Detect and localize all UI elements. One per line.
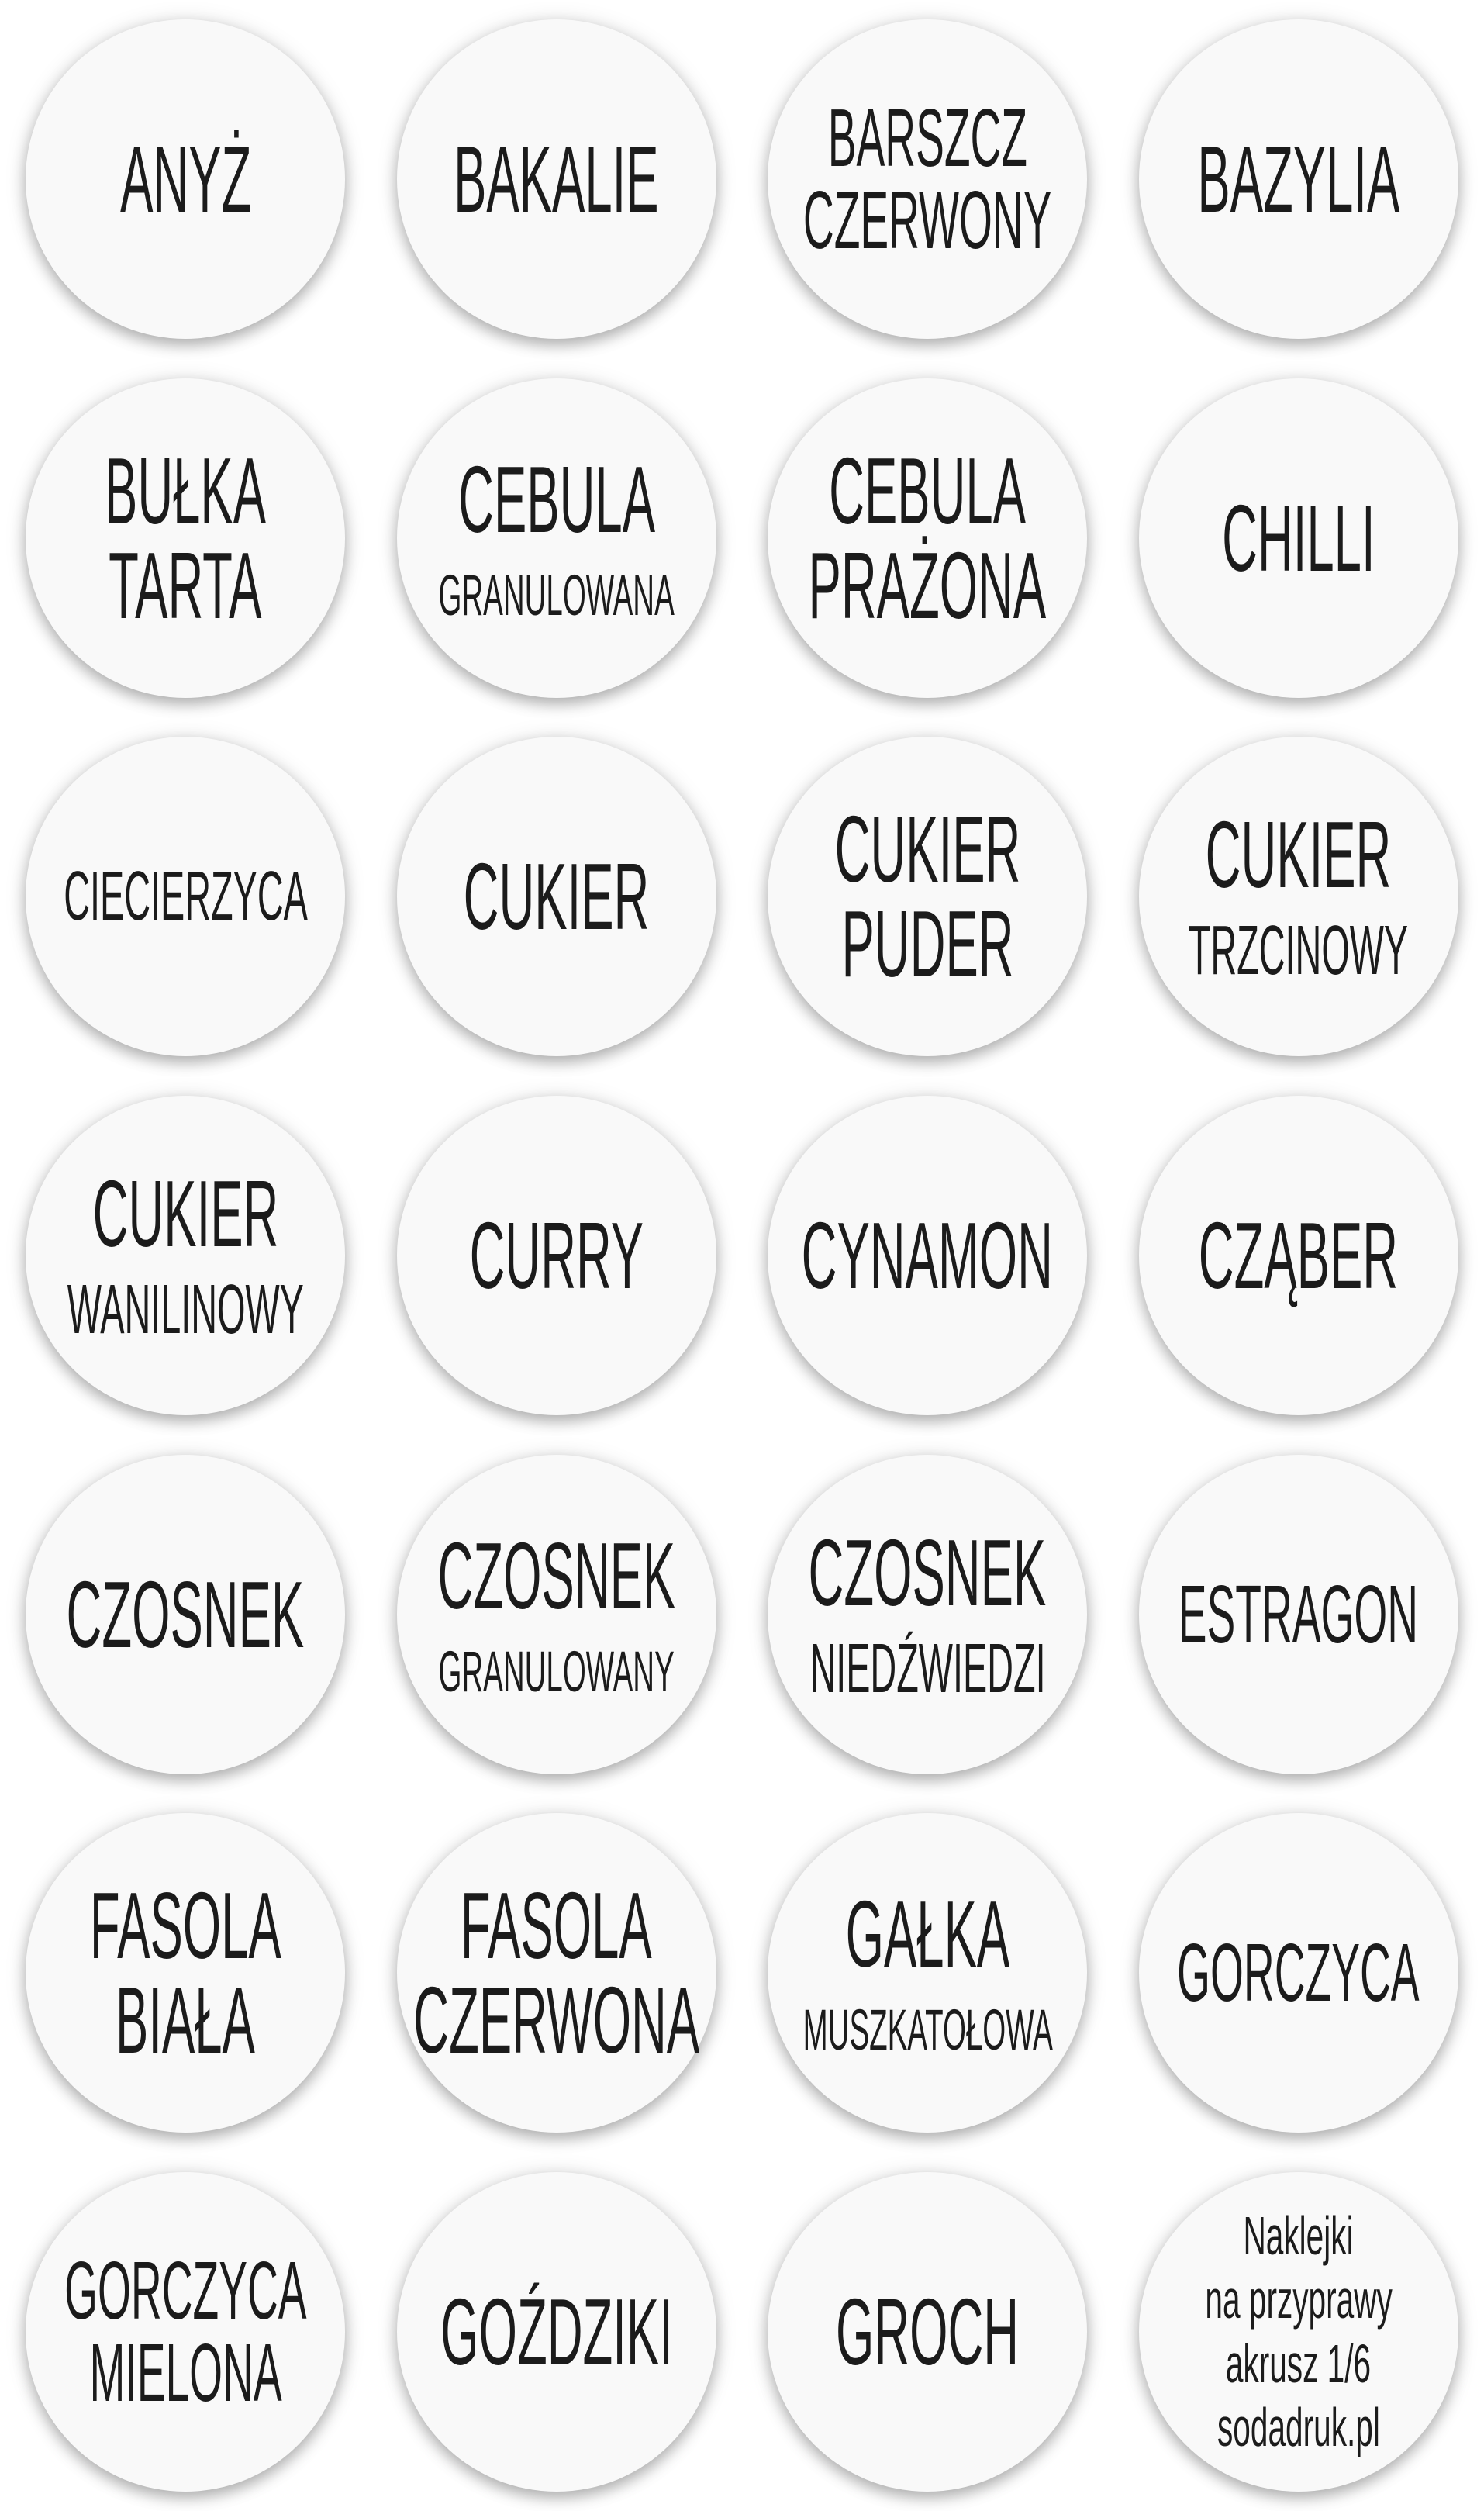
sticker-gorczyca-mielona — [0, 2152, 371, 2511]
sticker-estragon — [1113, 1435, 1484, 1794]
label-line: CZOSNEK — [437, 1522, 676, 1629]
sticker-anyz — [0, 0, 371, 359]
label-line: CZERWONY — [802, 174, 1052, 267]
sticker-galka-muszkatolowa — [742, 1794, 1113, 2153]
label-line: TARTA — [109, 532, 262, 638]
label-line: CZĄBER — [1199, 1202, 1399, 1308]
label-line: PUDER — [841, 891, 1014, 997]
sticker-cebula-granulowana — [371, 359, 743, 718]
label-line: CYNAMON — [802, 1202, 1054, 1308]
sticker-circle-groch — [768, 2172, 1087, 2492]
sticker-cukier-wanilinowy — [0, 1076, 371, 1435]
label-line: MUSZKATOŁOWA — [802, 1998, 1053, 2063]
sticker-circle-bakalie — [397, 19, 716, 339]
label-line: ANYŻ — [119, 126, 251, 233]
sticker-circle-czosnek-niedzwiedzi — [768, 1455, 1087, 1774]
label-line: ESTRAGON — [1179, 1568, 1419, 1660]
sticker-circle-ciecierzyca — [26, 737, 345, 1056]
sticker-circle-gozdziki — [397, 2172, 716, 2492]
sticker-circle-curry — [397, 1096, 716, 1415]
info-circle — [1139, 2172, 1458, 2492]
label-line: CUKIER — [834, 796, 1021, 903]
sticker-gorczyca — [1113, 1794, 1484, 2153]
sticker-groch — [742, 2152, 1113, 2511]
sticker-circle-cukier — [397, 737, 716, 1056]
label-line: BAKALIE — [454, 126, 659, 233]
label-line: CUKIER — [1205, 802, 1392, 908]
sticker-barszcz-czerwony — [742, 0, 1113, 359]
sticker-circle-gorczyca — [1139, 1813, 1458, 2133]
label-line: MIELONA — [89, 2326, 282, 2419]
label-line: GRANULOWANY — [438, 1639, 675, 1704]
label-line: GORCZYCA — [64, 2244, 307, 2337]
sticker-circle-cebula-prazona — [768, 378, 1087, 698]
label-line: BIAŁA — [116, 1967, 256, 2074]
label-line: FASOLA — [461, 1873, 653, 1979]
sticker-gozdziki — [371, 2152, 743, 2511]
sticker-bulka-tarta — [0, 359, 371, 718]
label-line: CURRY — [469, 1202, 644, 1308]
sticker-czosnek-granulowany — [371, 1435, 743, 1794]
label-line: CUKIER — [463, 844, 650, 950]
sticker-circle-czaber — [1139, 1096, 1458, 1415]
label-line: BAZYLIA — [1197, 126, 1400, 233]
label-line: CZERWONA — [413, 1967, 700, 2074]
sticker-circle-chilli — [1139, 378, 1458, 698]
sticker-circle-cebula-granulowana — [397, 378, 716, 698]
sticker-circle-czosnek-granulowany — [397, 1455, 716, 1774]
sticker-cukier — [371, 717, 743, 1076]
label-line: CUKIER — [92, 1160, 279, 1266]
sticker-czaber — [1113, 1076, 1484, 1435]
sticker-cukier-puder — [742, 717, 1113, 1076]
sticker-circle-cukier-puder — [768, 737, 1087, 1056]
sticker-cukier-trzcinowy — [1113, 717, 1484, 1076]
label-line: CEBULA — [829, 437, 1027, 544]
info-line-text: na przyprawy — [1205, 2269, 1393, 2330]
sticker-fasola-czerwona — [371, 1794, 743, 2153]
sticker-circle-czosnek — [26, 1455, 345, 1774]
info-line-text: sodadruk.pl — [1217, 2397, 1380, 2458]
info-line-text: Naklejki — [1243, 2205, 1354, 2266]
label-line: PRAŻONA — [808, 532, 1047, 638]
sticker-circle-cynamon — [768, 1096, 1087, 1415]
label-line: GRANULOWANA — [438, 562, 675, 627]
label-line: CZOSNEK — [66, 1561, 305, 1667]
label-line: NIEDŹWIEDZI — [809, 1629, 1046, 1708]
sticker-cebula-prazona — [742, 359, 1113, 718]
label-line: CHILLI — [1222, 485, 1375, 591]
sticker-circle-estragon — [1139, 1455, 1458, 1774]
label-line: GAŁKA — [845, 1881, 1010, 1988]
sticker-circle-barszcz-czerwony — [768, 19, 1087, 339]
label-line: BUŁKA — [105, 437, 267, 544]
sticker-circle-bazylia — [1139, 19, 1458, 339]
sticker-ciecierzyca — [0, 717, 371, 1076]
sticker-bakalie — [371, 0, 743, 359]
label-line: WANILINOWY — [67, 1270, 304, 1349]
label-line: GORCZYCA — [1177, 1927, 1420, 2019]
sticker-info — [1113, 2152, 1484, 2511]
sticker-czosnek — [0, 1435, 371, 1794]
sticker-bazylia — [1113, 0, 1484, 359]
label-line: GROCH — [836, 2278, 1020, 2385]
label-line: BARSZCZ — [827, 92, 1027, 185]
label-line: CIECIERZYCA — [63, 858, 308, 936]
sticker-circle-cukier-wanilinowy — [26, 1096, 345, 1415]
sticker-czosnek-niedzwiedzi — [742, 1435, 1113, 1794]
sticker-circle-galka-muszkatolowa — [768, 1813, 1087, 2133]
label-line: TRZCINOWY — [1189, 912, 1409, 990]
sticker-chilli — [1113, 359, 1484, 718]
label-line: GOŹDZIKI — [440, 2278, 673, 2385]
sticker-circle-fasola-czerwona — [397, 1813, 716, 2133]
label-line: FASOLA — [89, 1873, 281, 1979]
info-line-text: akrusz 1/6 — [1226, 2333, 1372, 2394]
sticker-circle-cukier-trzcinowy — [1139, 737, 1458, 1056]
sticker-circle-bulka-tarta — [26, 378, 345, 698]
sticker-circle-gorczyca-mielona — [26, 2172, 345, 2492]
label-line: CZOSNEK — [808, 1519, 1047, 1625]
sticker-cynamon — [742, 1076, 1113, 1435]
sticker-circle-anyz — [26, 19, 345, 339]
label-line: CEBULA — [457, 446, 655, 552]
